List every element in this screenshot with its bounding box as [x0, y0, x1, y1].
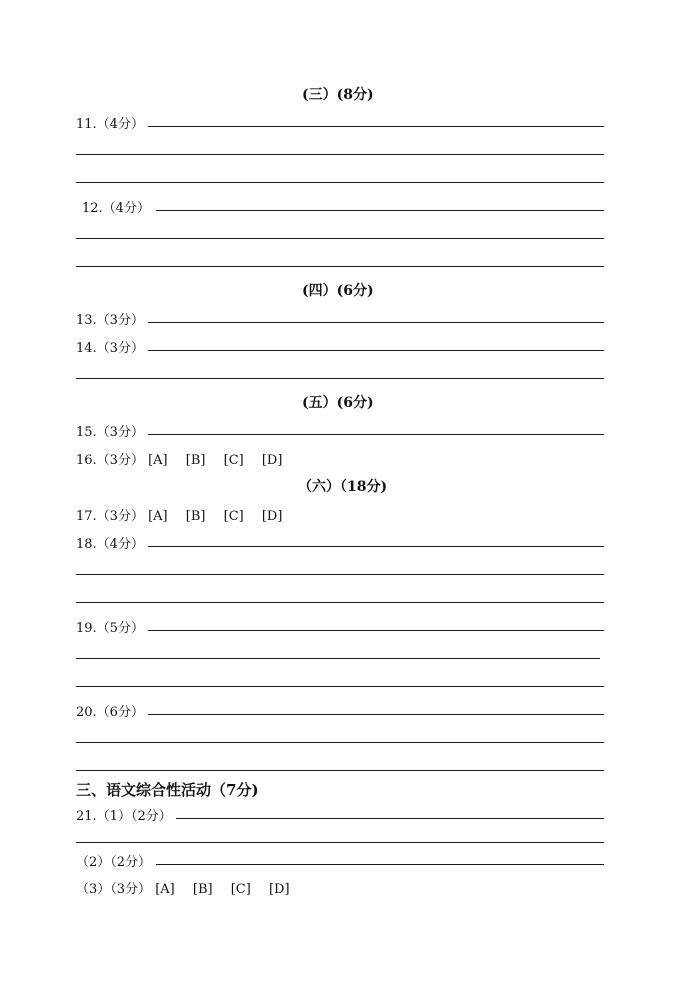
q17-option-a[interactable]: [A]	[148, 509, 168, 524]
question-12-label: 12.（4分）	[82, 201, 150, 216]
answer-line-20-2[interactable]	[76, 742, 604, 743]
answer-line-19-3[interactable]	[76, 686, 604, 687]
q21-3-option-b[interactable]: [B]	[192, 882, 213, 897]
answer-line-18[interactable]	[148, 546, 604, 547]
q17-option-c[interactable]: [C]	[223, 509, 244, 524]
answer-line-14[interactable]	[148, 350, 604, 351]
answer-line-20[interactable]	[148, 714, 604, 715]
question-11-label: 11.（4分）	[76, 117, 144, 132]
question-21-1-label: 21.（1）（2分）	[76, 809, 172, 824]
answer-line-18-2[interactable]	[76, 574, 604, 575]
section-header-6: （六）（18分)	[298, 479, 388, 495]
answer-line-19-2[interactable]	[76, 658, 600, 659]
answer-line-12-3[interactable]	[76, 266, 604, 267]
q16-option-d[interactable]: [D]	[261, 453, 283, 468]
q21-3-option-a[interactable]: [A]	[155, 882, 175, 897]
answer-line-15[interactable]	[148, 434, 604, 435]
q16-option-c[interactable]: [C]	[223, 453, 244, 468]
question-17-label: 17.（3分）	[76, 509, 144, 524]
question-21-3-label: （3）（3分）	[76, 882, 152, 897]
q16-option-a[interactable]: [A]	[148, 453, 168, 468]
question-16-label: 16.（3分）	[76, 453, 144, 468]
q16-option-b[interactable]: [B]	[185, 453, 206, 468]
q21-3-option-c[interactable]: [C]	[230, 882, 251, 897]
q21-3-option-d[interactable]: [D]	[268, 882, 290, 897]
part-3-header: 三、语文综合性活动（7分)	[76, 781, 259, 799]
question-19-label: 19.（5分）	[76, 621, 144, 636]
answer-line-21-1[interactable]	[176, 818, 604, 819]
answer-line-19[interactable]	[148, 630, 604, 631]
answer-line-13[interactable]	[148, 322, 604, 323]
question-18-label: 18.（4分）	[76, 537, 144, 552]
question-17-row	[76, 505, 296, 524]
answer-line-11-2[interactable]	[76, 154, 604, 155]
answer-line-18-3[interactable]	[76, 602, 604, 603]
question-20-label: 20.（6分）	[76, 705, 144, 720]
answer-line-20-3[interactable]	[76, 770, 604, 771]
question-14-label: 14.（3分）	[76, 341, 144, 356]
answer-line-12-2[interactable]	[76, 238, 604, 239]
question-16-row	[76, 449, 296, 468]
section-header-3: (三）(8分)	[302, 87, 374, 103]
answer-line-11-3[interactable]	[76, 182, 604, 183]
question-13-label: 13.（3分）	[76, 313, 144, 328]
section-header-5: (五）(6分)	[302, 395, 374, 411]
answer-line-12[interactable]	[156, 210, 604, 211]
answer-line-11[interactable]	[148, 126, 604, 127]
answer-line-21-2[interactable]	[156, 864, 604, 865]
answer-line-21-1-2[interactable]	[76, 842, 604, 843]
q17-option-d[interactable]: [D]	[261, 509, 283, 524]
question-21-3-row	[76, 878, 304, 897]
section-header-4: (四）(6分)	[302, 283, 374, 299]
question-15-label: 15.（3分）	[76, 425, 144, 440]
question-21-2-label: （2）（2分）	[76, 855, 152, 870]
q17-option-b[interactable]: [B]	[185, 509, 206, 524]
answer-line-14-2[interactable]	[76, 378, 604, 379]
